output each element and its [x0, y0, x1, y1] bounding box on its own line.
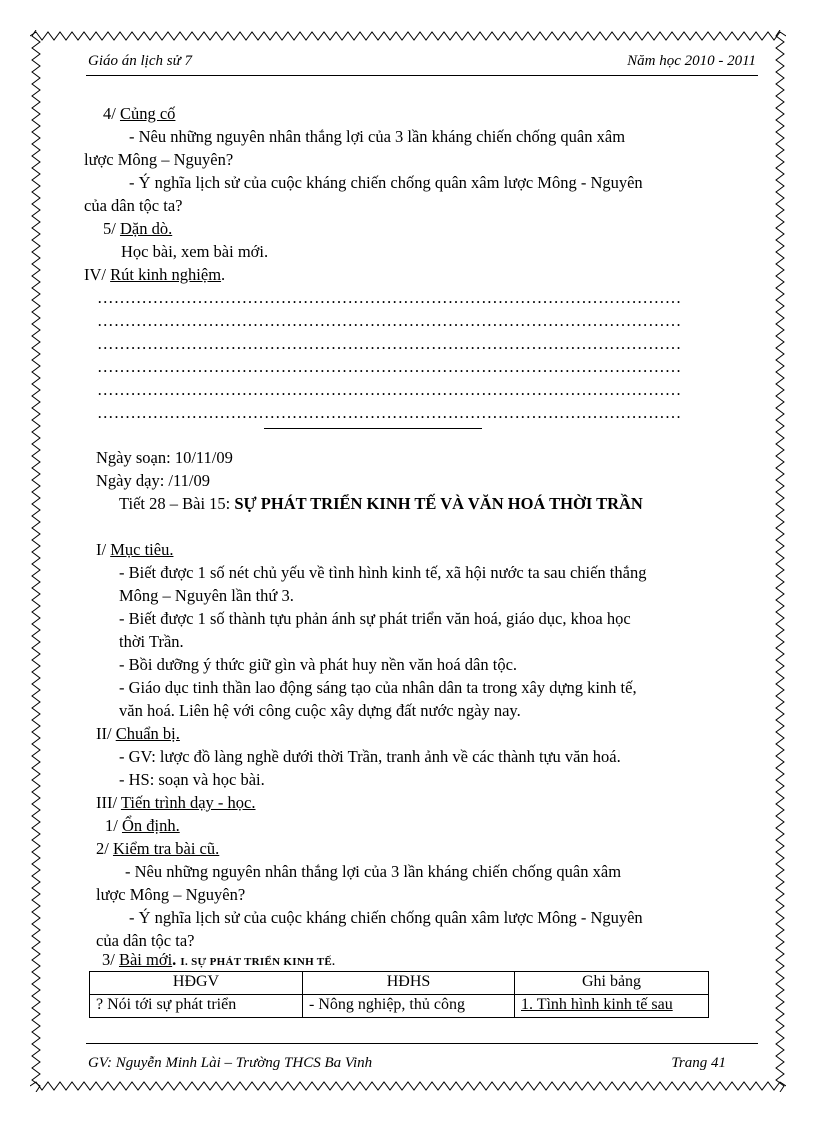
- lesson-title-line: [119, 494, 643, 514]
- old-lesson-question-1a: - Nêu những nguyên nhân thắng lợi của 3 lần kháng chiến chống quân xâm: [125, 862, 622, 881]
- goals-title: Mục tiêu.: [110, 540, 174, 559]
- goal-line-3: - Biết được 1 số thành tựu phản ánh sự phát triển văn hoá, giáo dục, khoa học: [119, 609, 631, 628]
- goal-line-1: - Biết được 1 số nét chủ yếu về tình hình kinh tế, xã hội nước ta sau chiến thắng: [119, 563, 647, 582]
- process-title: Tiến trình dạy - học.: [120, 793, 256, 812]
- header-right: Năm học 2010 - 2011: [627, 53, 756, 69]
- old-lesson-question-1b: lược Mông – Nguyên?: [96, 885, 246, 904]
- section-5-title: Dặn dò.: [119, 219, 173, 238]
- review-question-2b: của dân tộc ta?: [84, 196, 183, 215]
- section-IV-heading: IV/ Rút kinh nghiệm.: [84, 265, 226, 284]
- table-cell: - Nông nghiệp, thủ công: [303, 995, 515, 1018]
- dotted-line-2: ……………………………………………………………………………………………: [97, 311, 682, 330]
- footer-left: GV: Nguyễn Minh Lài – Trường THCS Ba Vinh: [88, 1055, 373, 1071]
- review-question-2a: - Ý nghĩa lịch sử của cuộc kháng chiến chống quân xâm lược Mông - Nguyên: [129, 173, 643, 192]
- table-header-cell: HĐGV: [90, 972, 303, 995]
- header-left: Giáo án lịch sử 7: [88, 53, 193, 69]
- section-4-heading: 4/ Củng cố: [103, 104, 176, 123]
- section-IV-title: Rút kinh nghiệm: [110, 265, 222, 284]
- table-row: [90, 995, 709, 1018]
- step-1-title: Ổn định.: [121, 816, 180, 835]
- dotted-line-3: ……………………………………………………………………………………………: [97, 334, 682, 353]
- page-border-right: [774, 30, 786, 1092]
- goal-line-4: thời Trần.: [119, 632, 184, 651]
- page-border-left: [30, 30, 42, 1092]
- page-border-bottom: [30, 1080, 786, 1092]
- table-header-cell: Ghi bảng: [515, 972, 709, 995]
- lesson-activity-table: [89, 971, 709, 1018]
- table-header-row: [90, 972, 709, 995]
- header-rule: [86, 75, 758, 76]
- homework-text: Học bài, xem bài mới.: [121, 242, 269, 261]
- step-3-heading: 3/ Bài mới. I. SỰ PHÁT TRIỂN KINH TẾ.: [102, 950, 336, 969]
- footer-page-number: Trang 41: [671, 1055, 726, 1071]
- date-taught: Ngày dạy: /11/09: [96, 471, 210, 490]
- goals-heading: I/ Mục tiêu.: [96, 540, 174, 559]
- prep-student: - HS: soạn và học bài.: [119, 770, 265, 789]
- goal-line-6: - Giáo dục tinh thần lao động sáng tạo của nhân dân ta trong xây dựng kinh tế,: [119, 678, 637, 697]
- review-question-1a: - Nêu những nguyên nhân thắng lợi của 3 lần kháng chiến chống quân xâm: [129, 127, 626, 146]
- process-heading: III/ Tiến trình dạy - học.: [96, 793, 256, 812]
- old-lesson-question-2a: - Ý nghĩa lịch sử của cuộc kháng chiến chống quân xâm lược Mông - Nguyên: [129, 908, 643, 927]
- section-5-heading: 5/ Dặn dò.: [103, 219, 173, 238]
- prep-title: Chuẩn bị.: [115, 724, 180, 743]
- goal-line-5: - Bồi dưỡng ý thức giữ gìn và phát huy nền văn hoá dân tộc.: [119, 655, 518, 674]
- page-border-top: [30, 30, 786, 42]
- step-2-title: Kiểm tra bài cũ.: [112, 839, 220, 858]
- prep-heading: II/ Chuẩn bị.: [96, 724, 180, 743]
- step-3-title: Bài mới: [118, 950, 173, 969]
- footer-rule: [86, 1043, 758, 1044]
- step-2-heading: 2/ Kiểm tra bài cũ.: [96, 839, 220, 858]
- goal-line-2: Mông – Nguyên lần thứ 3.: [119, 586, 294, 605]
- new-lesson-subheading: I. SỰ PHÁT TRIỂN KINH TẾ.: [180, 956, 336, 968]
- section-4-title: Củng cố: [119, 104, 176, 123]
- lesson-number: Tiết 28 – Bài 15:: [119, 494, 235, 513]
- table-cell: ? Nói tới sự phát triển: [90, 995, 303, 1018]
- prep-teacher: - GV: lược đồ làng nghề dưới thời Trần, tranh ảnh về các thành tựu văn hoá.: [119, 747, 621, 766]
- goal-line-7: văn hoá. Liên hệ với công cuộc xây dựng đất nước ngày nay.: [119, 701, 521, 720]
- lesson-title: SỰ PHÁT TRIỂN KINH TẾ VÀ VĂN HOÁ THỜI TRẦN: [234, 494, 643, 513]
- dotted-line-6: ……………………………………………………………………………………………: [97, 403, 682, 422]
- date-prepared: Ngày soạn: 10/11/09: [96, 448, 233, 467]
- dotted-line-1: ……………………………………………………………………………………………: [97, 288, 682, 307]
- dotted-line-5: ……………………………………………………………………………………………: [97, 380, 682, 399]
- section-divider: [264, 428, 482, 429]
- dotted-line-4: ……………………………………………………………………………………………: [97, 357, 682, 376]
- table-cell: 1. Tình hình kinh tế sau: [515, 995, 709, 1018]
- review-question-1b: lược Mông – Nguyên?: [84, 150, 234, 169]
- old-lesson-question-2b: của dân tộc ta?: [96, 931, 195, 950]
- step-1-heading: 1/ Ổn định.: [105, 816, 180, 835]
- table-header-cell: HĐHS: [303, 972, 515, 995]
